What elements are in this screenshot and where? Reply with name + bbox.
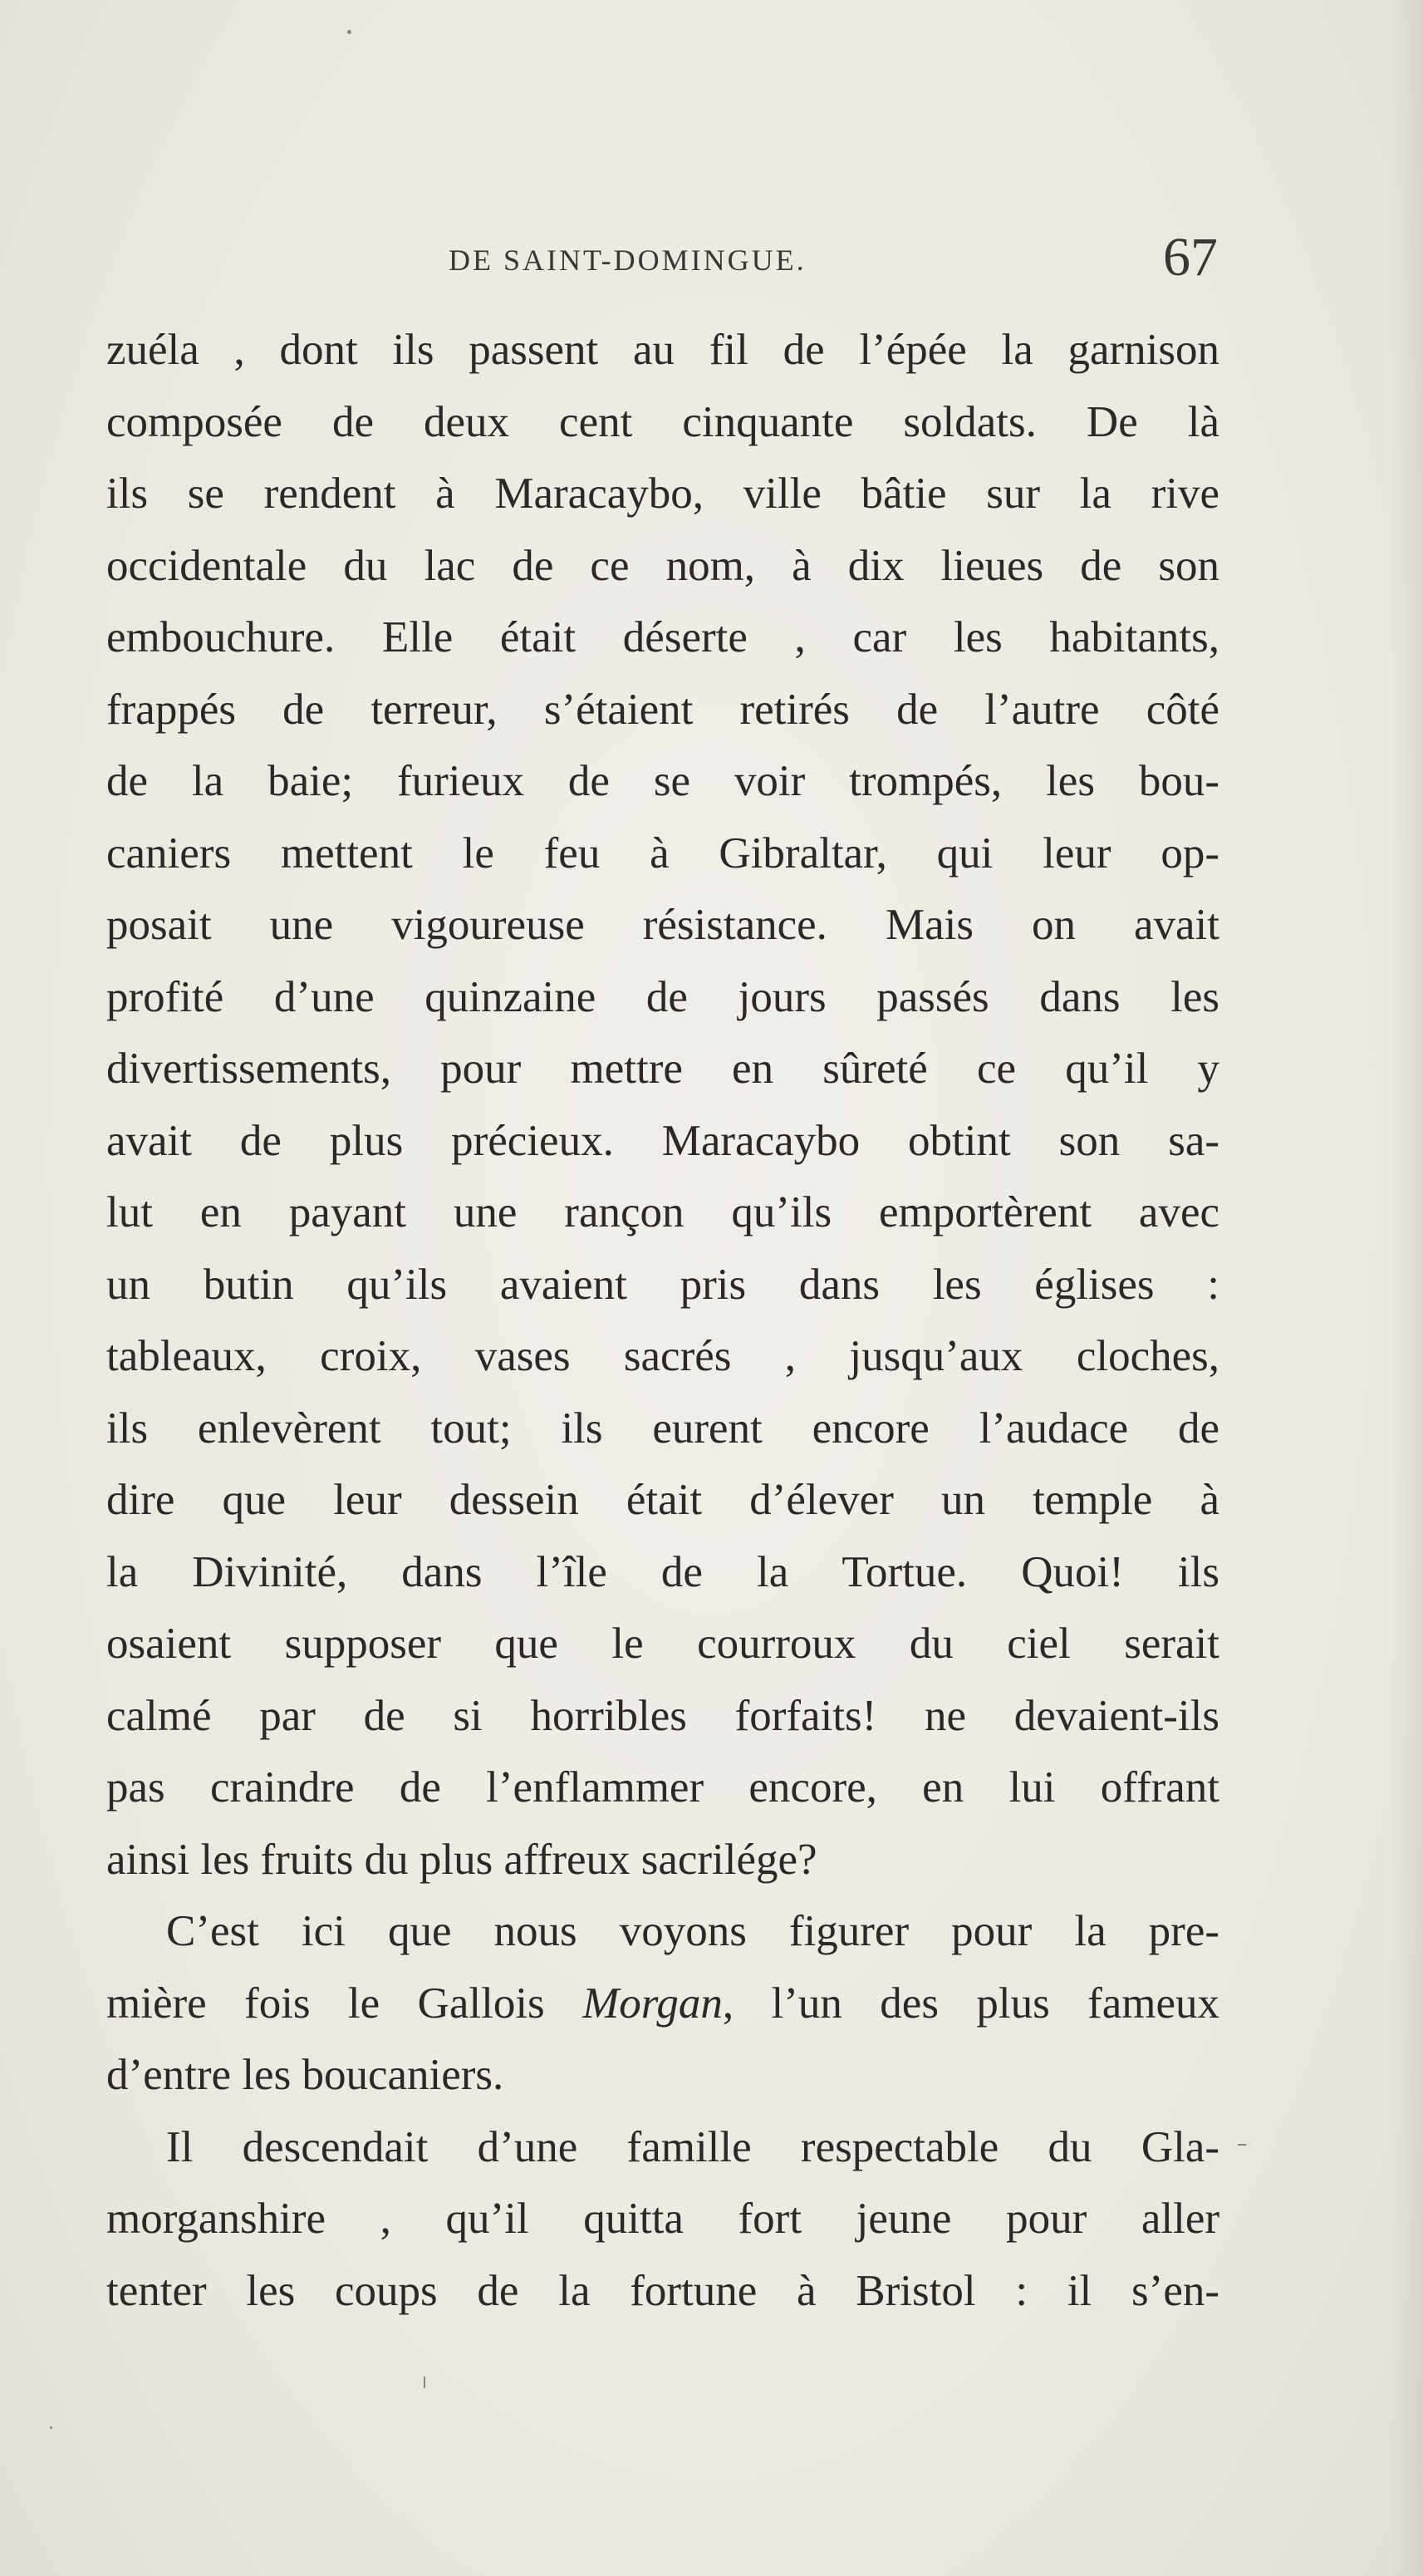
text-line: la Divinité, dans l’île de la Tortue. Quoi! ils [106,1547,1219,1596]
italic-name: Morgan [582,1979,723,2028]
text-line: caniers mettent le feu à Gibraltar, qui leur op- [106,828,1219,878]
body-text [106,314,1219,2327]
text-line: tenter les coups de la fortune à Bristol : il s’en- [106,2266,1219,2315]
speck [424,2377,425,2388]
text-line: profité d’une quinzaine de jours passés dans les [106,972,1219,1021]
text-line: tableaux, croix, vases sacrés , jusqu’aux cloches, [106,1332,1219,1380]
running-head: DE SAINT-DOMINGUE. [449,243,807,277]
text-line: dire que leur dessein était d’élever un temple à [106,1476,1219,1524]
text-line: posait une vigoureuse résistance. Mais on avait [106,901,1219,949]
text-line: calmé par de si horribles forfaits! ne devaient-ils [106,1691,1219,1740]
text-line: ainsi les fruits du plus affreux sacrilége? [106,1835,817,1884]
text-line: de la baie; furieux de se voir trompés, les bou- [106,757,1219,805]
text-segment: mière fois le Gallois [106,1979,583,2028]
text-line: pas craindre de l’enflammer encore, en lui offrant [106,1763,1219,1812]
text-line: un butin qu’ils avaient pris dans les églises : [106,1260,1219,1309]
text-line: d’entre les boucaniers. [106,2051,504,2099]
text-line-with-italic [106,1968,1219,2040]
text-line: Il descendait d’une famille respectable du Gla- [166,2122,1219,2171]
text-line: zuéla , dont ils passent au fil de l’épée la garnison [106,326,1219,374]
text-line: divertissements, pour mettre en sûreté ce qu’il y [106,1045,1219,1093]
text-line: frappés de terreur, s’étaient retirés de l’autre côté [106,685,1219,734]
page-edge-shadow [1390,0,1423,2576]
text-line: C’est ici que nous voyons figurer pour la pre- [166,1907,1219,1955]
page-number: 67 [1163,227,1218,288]
text-segment: , l’un des plus fameux [722,1979,1220,2028]
speck [1238,2144,1246,2146]
text-line: ils enlevèrent tout; ils eurent encore l’audace de [106,1404,1219,1453]
text-line: embouchure. Elle était déserte , car les habitants, [106,613,1219,661]
speck [50,2426,52,2429]
text-line: lut en payant une rançon qu’ils emportèrent avec [106,1188,1219,1236]
speck [347,30,351,34]
text-line: composée de deux cent cinquante soldats. De là [106,397,1219,446]
text-line: morganshire , qu’il quitta fort jeune pour aller [106,2195,1219,2243]
text-line: ils se rendent à Maracaybo, ville bâtie sur la rive [106,469,1219,518]
text-line: avait de plus précieux. Maracaybo obtint son sa- [106,1116,1219,1165]
text-line: occidentale du lac de ce nom, à dix lieues de son [106,541,1219,590]
text-line: osaient supposer que le courroux du ciel serait [106,1620,1219,1668]
